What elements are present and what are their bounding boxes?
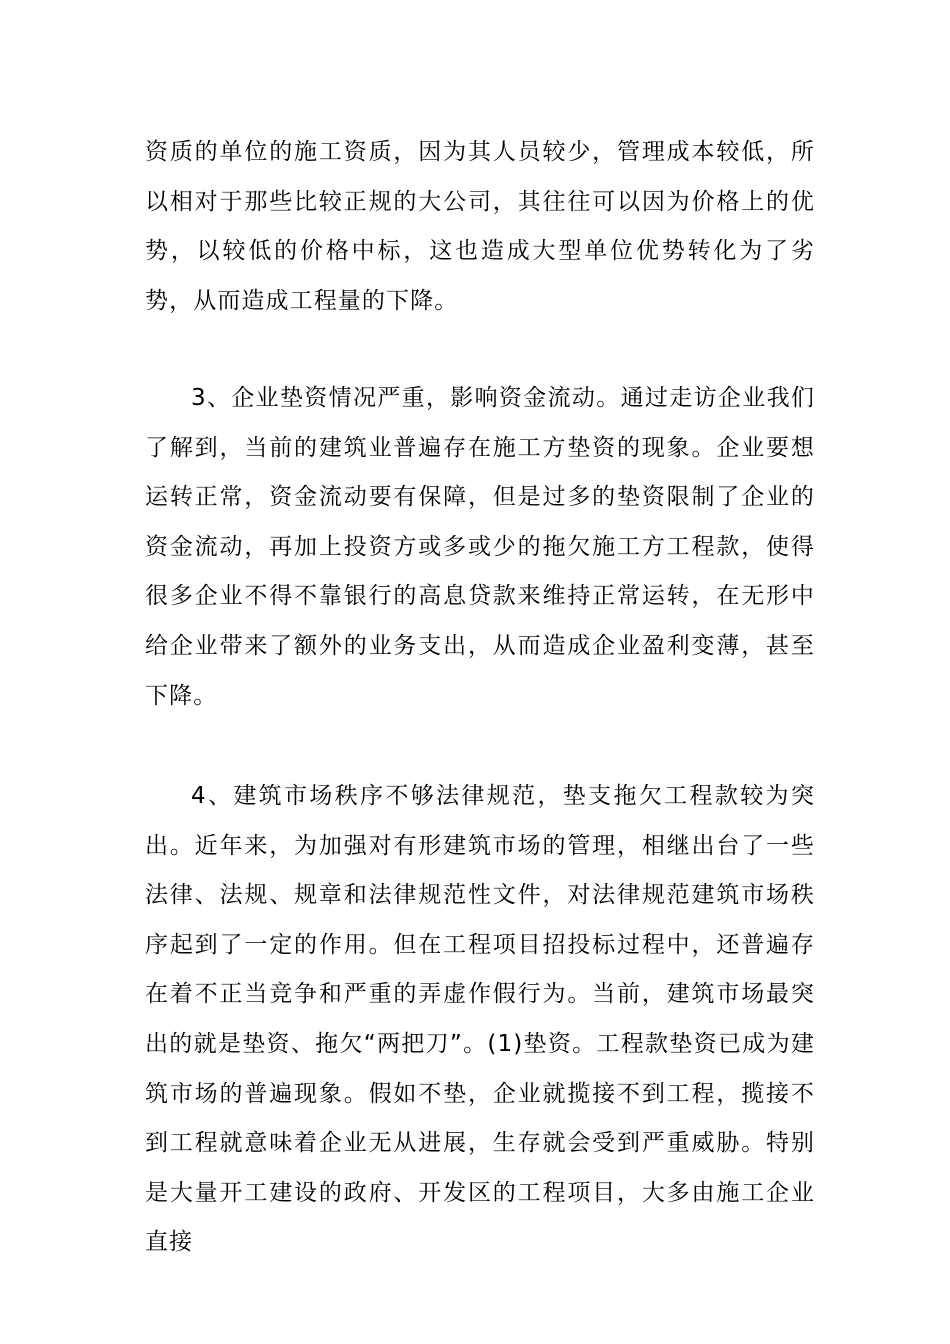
paragraph-item-4: 4、建筑市场秩序不够法律规范，垫支拖欠工程款较为突出。近年来，为加强对有形建筑市场的管理，相继出台了一些法律、法规、规章和法律规范性文件，对法律规范建筑市场秩序起到了一定的作用。但在工程项目招投标过程中，还普遍存在着不正当竞争和严重的弄虚作假行为。当前，建筑市场最突出的就是垫资、拖欠“两把刀”。(1)垫资。工程款垫资已成为建筑市场的普遍现象。假如不垫，企业就揽接不到工程，揽接不到工程就意味着企业无从进展，生存就会受到严重威胁。特别是大量开工建设的政府、开发区的工程项目，大多由施工企业直接: [145, 783, 815, 1256]
paragraph-item-3: 3、企业垫资情况严重，影响资金流动。通过走访企业我们了解到，当前的建筑业普遍存在施工方垫资的现象。企业要想运转正常，资金流动要有保障，但是过多的垫资限制了企业的资金流动，再加上投资方或多或少的拖欠施工方工程款，使得很多企业不得不靠银行的高息贷款来维持正常运转，在无形中给企业带来了额外的业务支出，从而造成企业盈利变薄，甚至下降。: [145, 385, 815, 709]
paragraph-continuation: 资质的单位的施工资质，因为其人员较少，管理成本较低，所以相对于那些比较正规的大公司，其往往可以因为价格上的优势，以较低的价格中标，这也造成大型单位优势转化为了劣势，从而造成工程量的下降。: [145, 139, 815, 314]
